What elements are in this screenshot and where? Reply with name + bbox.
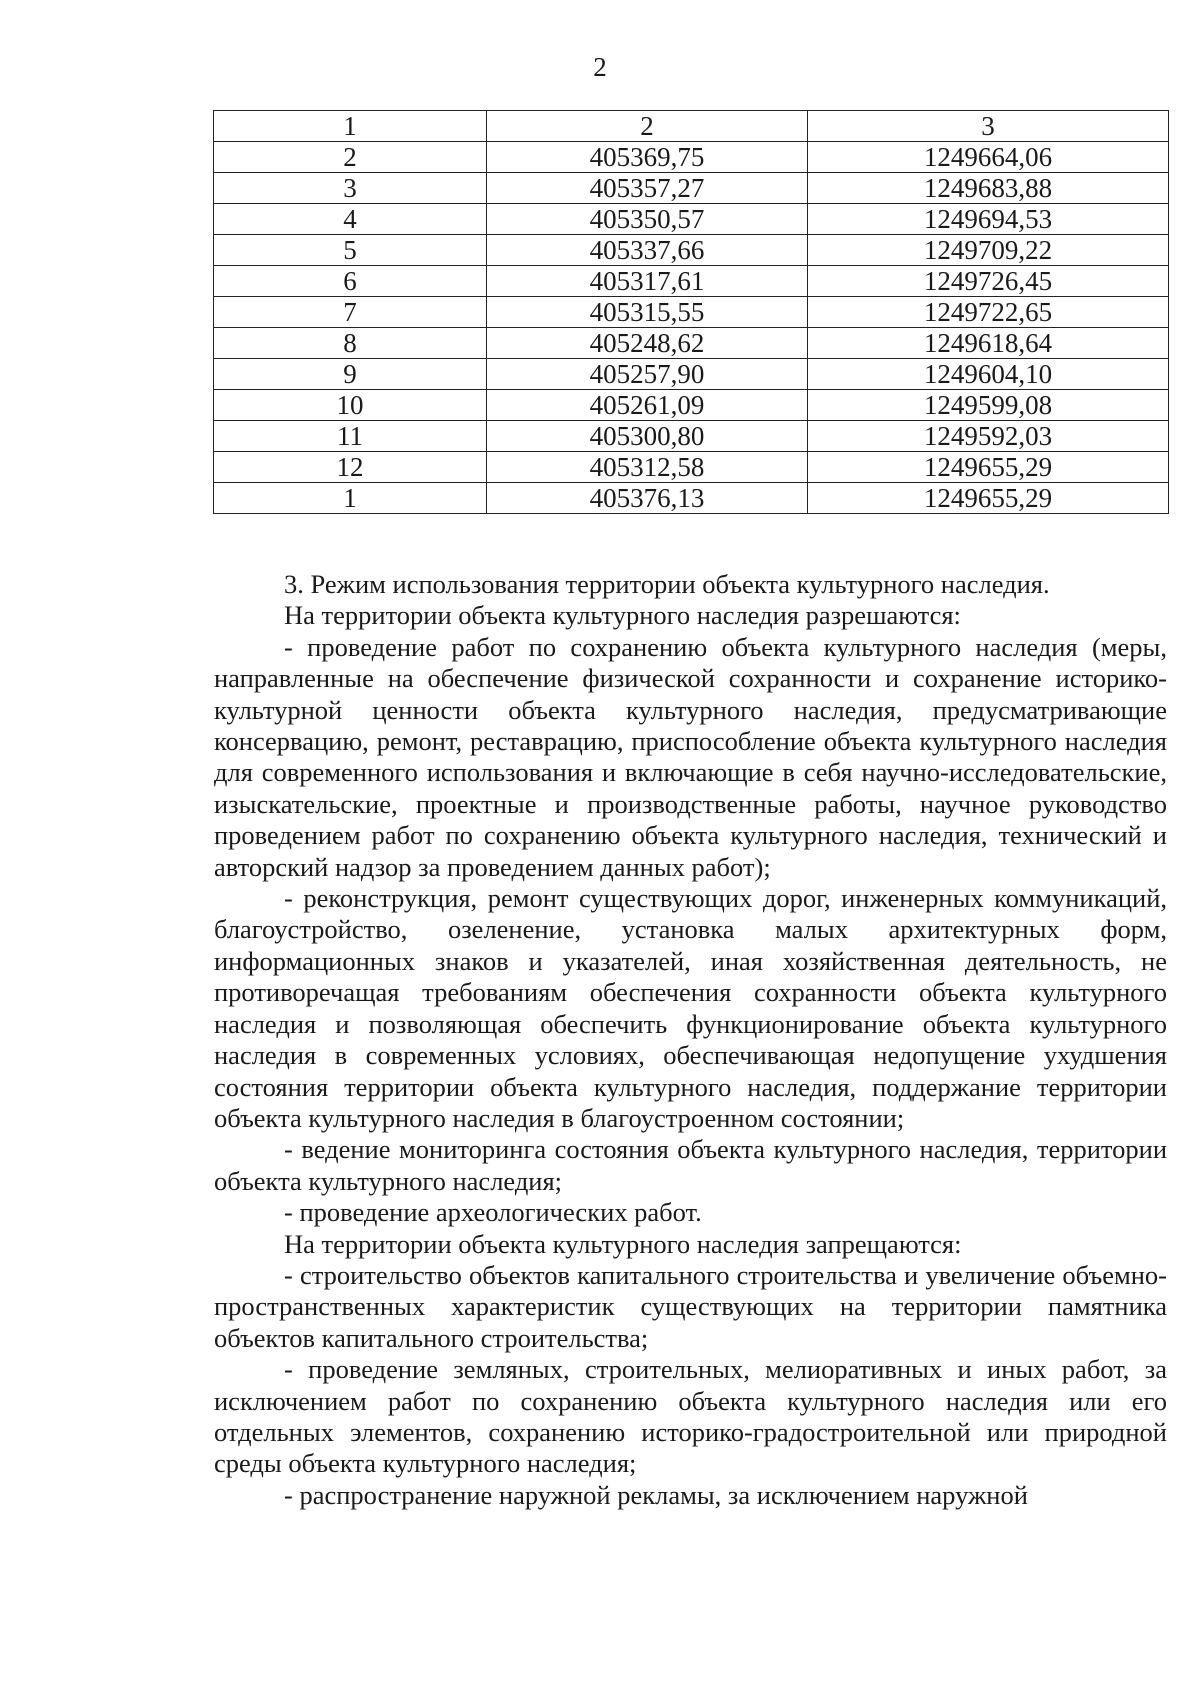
prohibited-item-2: - проведение земляных, строительных, мелиоративных и иных работ, за исключением работ по сохранению объекта культурного наследия или его отдельных элементов, сохранению историко-градостроительной или природной среды объекта культурного наследия; [214,1354,1167,1479]
table-row [214,483,1169,514]
y-coordinate-cell: 1249694,53 [808,204,1169,235]
table-header-row [214,111,1169,142]
y-coordinate-cell: 1249709,22 [808,235,1169,266]
permitted-item-1: - проведение работ по сохранению объекта культурного наследия (меры, направленные на обеспечение физической сохранности и сохранение историко-культурной ценности объекта культурного наследия, предусматривающие консервацию, ремонт, реставрацию, приспособление объекта культурного наследия для современного использования и включающие в себя научно-исследовательские, изыскательские, проектные и производственные работы, научное руководство проведением работ по сохранению объекта культурного наследия, технический и авторский надзор за проведением данных работ); [214,631,1167,882]
prohibited-item-1: - строительство объектов капитального строительства и увеличение объемно-пространственных характеристик существующих на территории памятника объектов капитального строительства; [214,1259,1167,1353]
point-number-cell: 10 [214,390,487,421]
header-cell-1: 1 [214,111,487,142]
point-number-cell: 5 [214,235,487,266]
x-coordinate-cell: 405317,61 [487,266,808,297]
y-coordinate-cell: 1249655,29 [808,452,1169,483]
table-row [214,421,1169,452]
y-coordinate-cell: 1249722,65 [808,297,1169,328]
y-coordinate-cell: 1249599,08 [808,390,1169,421]
point-number-cell: 9 [214,359,487,390]
point-number-cell: 1 [214,483,487,514]
table-row [214,359,1169,390]
table-row [214,266,1169,297]
point-number-cell: 12 [214,452,487,483]
point-number-cell: 2 [214,142,487,173]
coordinates-table [213,110,1169,514]
table-row [214,142,1169,173]
x-coordinate-cell: 405369,75 [487,142,808,173]
point-number-cell: 11 [214,421,487,452]
permitted-item-3: - ведение мониторинга состояния объекта культурного наследия, территории объекта культурного наследия; [214,1134,1167,1196]
x-coordinate-cell: 405357,27 [487,173,808,204]
page-number: 2 [593,52,607,82]
header-cell-2: 2 [487,111,808,142]
y-coordinate-cell: 1249664,06 [808,142,1169,173]
permitted-item-4: - проведение археологических работ. [284,1197,702,1228]
y-coordinate-cell: 1249655,29 [808,483,1169,514]
point-number-cell: 8 [214,328,487,359]
x-coordinate-cell: 405248,62 [487,328,808,359]
y-coordinate-cell: 1249604,10 [808,359,1169,390]
x-coordinate-cell: 405315,55 [487,297,808,328]
table-row [214,390,1169,421]
y-coordinate-cell: 1249618,64 [808,328,1169,359]
point-number-cell: 3 [214,173,487,204]
y-coordinate-cell: 1249683,88 [808,173,1169,204]
y-coordinate-cell: 1249592,03 [808,421,1169,452]
prohibited-intro: На территории объекта культурного наследия запрещаются: [284,1228,962,1259]
point-number-cell: 4 [214,204,487,235]
y-coordinate-cell: 1249726,45 [808,266,1169,297]
x-coordinate-cell: 405300,80 [487,421,808,452]
x-coordinate-cell: 405257,90 [487,359,808,390]
x-coordinate-cell: 405337,66 [487,235,808,266]
table-row [214,173,1169,204]
coordinates-table-body [214,111,1169,514]
table-row [214,235,1169,266]
table-row [214,328,1169,359]
x-coordinate-cell: 405376,13 [487,483,808,514]
document-body [214,569,1167,1511]
table-row [214,452,1169,483]
permitted-intro: На территории объекта культурного наследия разрешаются: [284,600,961,631]
x-coordinate-cell: 405350,57 [487,204,808,235]
point-number-cell: 7 [214,297,487,328]
table-row [214,297,1169,328]
prohibited-item-3: - распространение наружной рекламы, за исключением наружной [284,1479,1028,1510]
point-number-cell: 6 [214,266,487,297]
x-coordinate-cell: 405261,09 [487,390,808,421]
permitted-item-2: - реконструкция, ремонт существующих дорог, инженерных коммуникаций, благоустройство, озеленение, установка малых архитектурных форм, информационных знаков и указателей, иная хозяйственная деятельность, не противоречащая требованиям обеспечения сохранности объекта культурного наследия и позволяющая обеспечить функционирование объекта культурного наследия в современных условиях, обеспечивающая недопущение ухудшения состояния территории объекта культурного наследия, поддержание территории объекта культурного наследия в благоустроенном состоянии; [214,883,1167,1133]
table-row [214,204,1169,235]
x-coordinate-cell: 405312,58 [487,452,808,483]
section-heading: 3. Режим использования территории объекта культурного наследия. [284,569,1050,599]
header-cell-3: 3 [808,111,1169,142]
